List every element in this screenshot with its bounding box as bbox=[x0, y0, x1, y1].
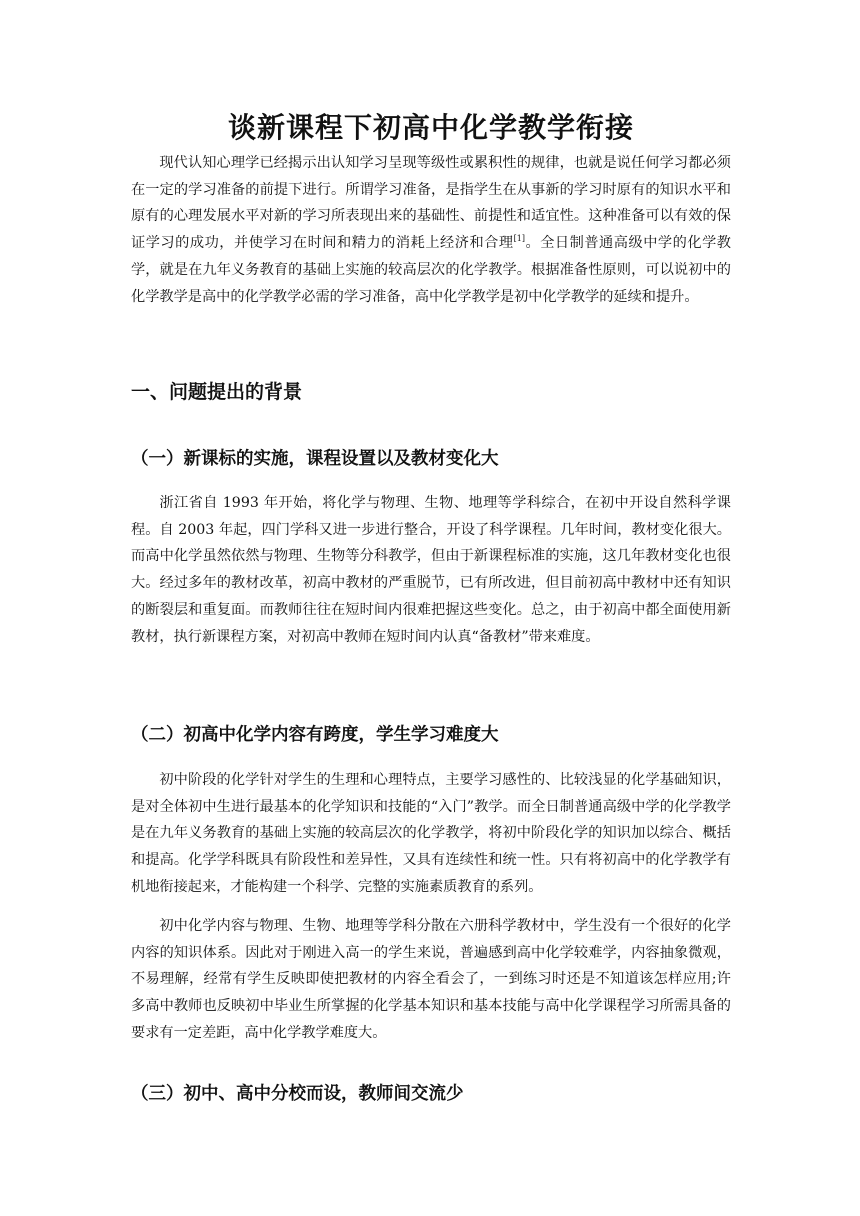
intro-text-before-ref: 现代认知心理学已经揭示出认知学习呈现等级性或累积性的规律，也就是说任何学习都必须在一定的学习准备的前提下进行。所谓学习准备，是指学生在从事新的学习时原有的知识水平和原有的心理发展水平对新的学习所表现出来的基础性、前提性和适宜性。这种准备可以有效的保证学习的成功，并使学习在时间和精力的消耗上经济和合理 bbox=[131, 155, 731, 252]
subsection-2-paragraph-2: 初中化学内容与物理、生物、地理等学科分散在六册科学教材中，学生没有一个很好的化学内容的知识体系。因此对于刚进入高一的学生来说，普遍感到高中化学较难学，内容抽象微观，不易理解，经常有学生反映即使把教材的内容全看会了，一到练习时还是不知道该怎样应用;许多高中教师也反映初中毕业生所掌握的化学基本知识和基本技能与高中化学课程学习所需具备的要求有一定差距，高中化学教学难度大。 bbox=[131, 918, 731, 1041]
intro-text-after-ref: 。全日制普通高级中学的化学教学，就是在九年义务教育的基础上实施的较高层次的化学教学。根据准备性原则，可以说初中的化学教学是高中的化学教学必需的学习准备，高中化学教学是初中化学教学的延续和提升。 bbox=[131, 235, 731, 305]
section-1-heading: 一、问题提出的背景 bbox=[131, 381, 303, 403]
subsection-2-paragraph-1: 初中阶段的化学针对学生的生理和心理特点，主要学习感性的、比较浅显的化学基础知识，是对全体初中生进行最基本的化学知识和技能的“入门”教学。而全日制普通高级中学的化学教学是在九年义务教育的基础上实施的较高层次的化学教学，将初中阶段化学的知识加以综合、概括和提高。化学学科既具有阶段性和差异性，又具有连续性和统一性。只有将初高中的化学教学有机地衔接起来，才能构建一个科学、完整的实施素质教育的系列。 bbox=[131, 772, 731, 895]
citation-ref: [1] bbox=[513, 234, 525, 244]
document-title: 谈新课程下初高中化学教学衔接 bbox=[227, 111, 634, 144]
intro-paragraph bbox=[131, 150, 731, 310]
subsection-1-heading: （一）新课标的实施，课程设置以及教材变化大 bbox=[131, 449, 499, 469]
subsection-2-heading: （二）初高中化学内容有跨度，学生学习难度大 bbox=[131, 725, 499, 745]
subsection-1-paragraph: 浙江省自 1993 年开始，将化学与物理、生物、地理等学科综合，在初中开设自然科学课程。自 2003 年起，四门学科又进一步进行整合，开设了科学课程。几年时间，教材变化很大。而高中化学虽然依然与物理、生物等分科教学，但由于新课程标准的实施，这几年教材变化也很大。经过多年的教材改革，初高中教材的严重脱节，已有所改进，但目前初高中教材中还有知识的断裂层和重复面。而教师往往在短时间内很难把握这些变化。总之，由于初高中都全面使用新教材，执行新课程方案，对初高中教师在短时间内认真“备教材”带来难度。 bbox=[131, 495, 731, 645]
subsection-3-heading: （三）初中、高中分校而设，教师间交流少 bbox=[131, 1084, 464, 1104]
